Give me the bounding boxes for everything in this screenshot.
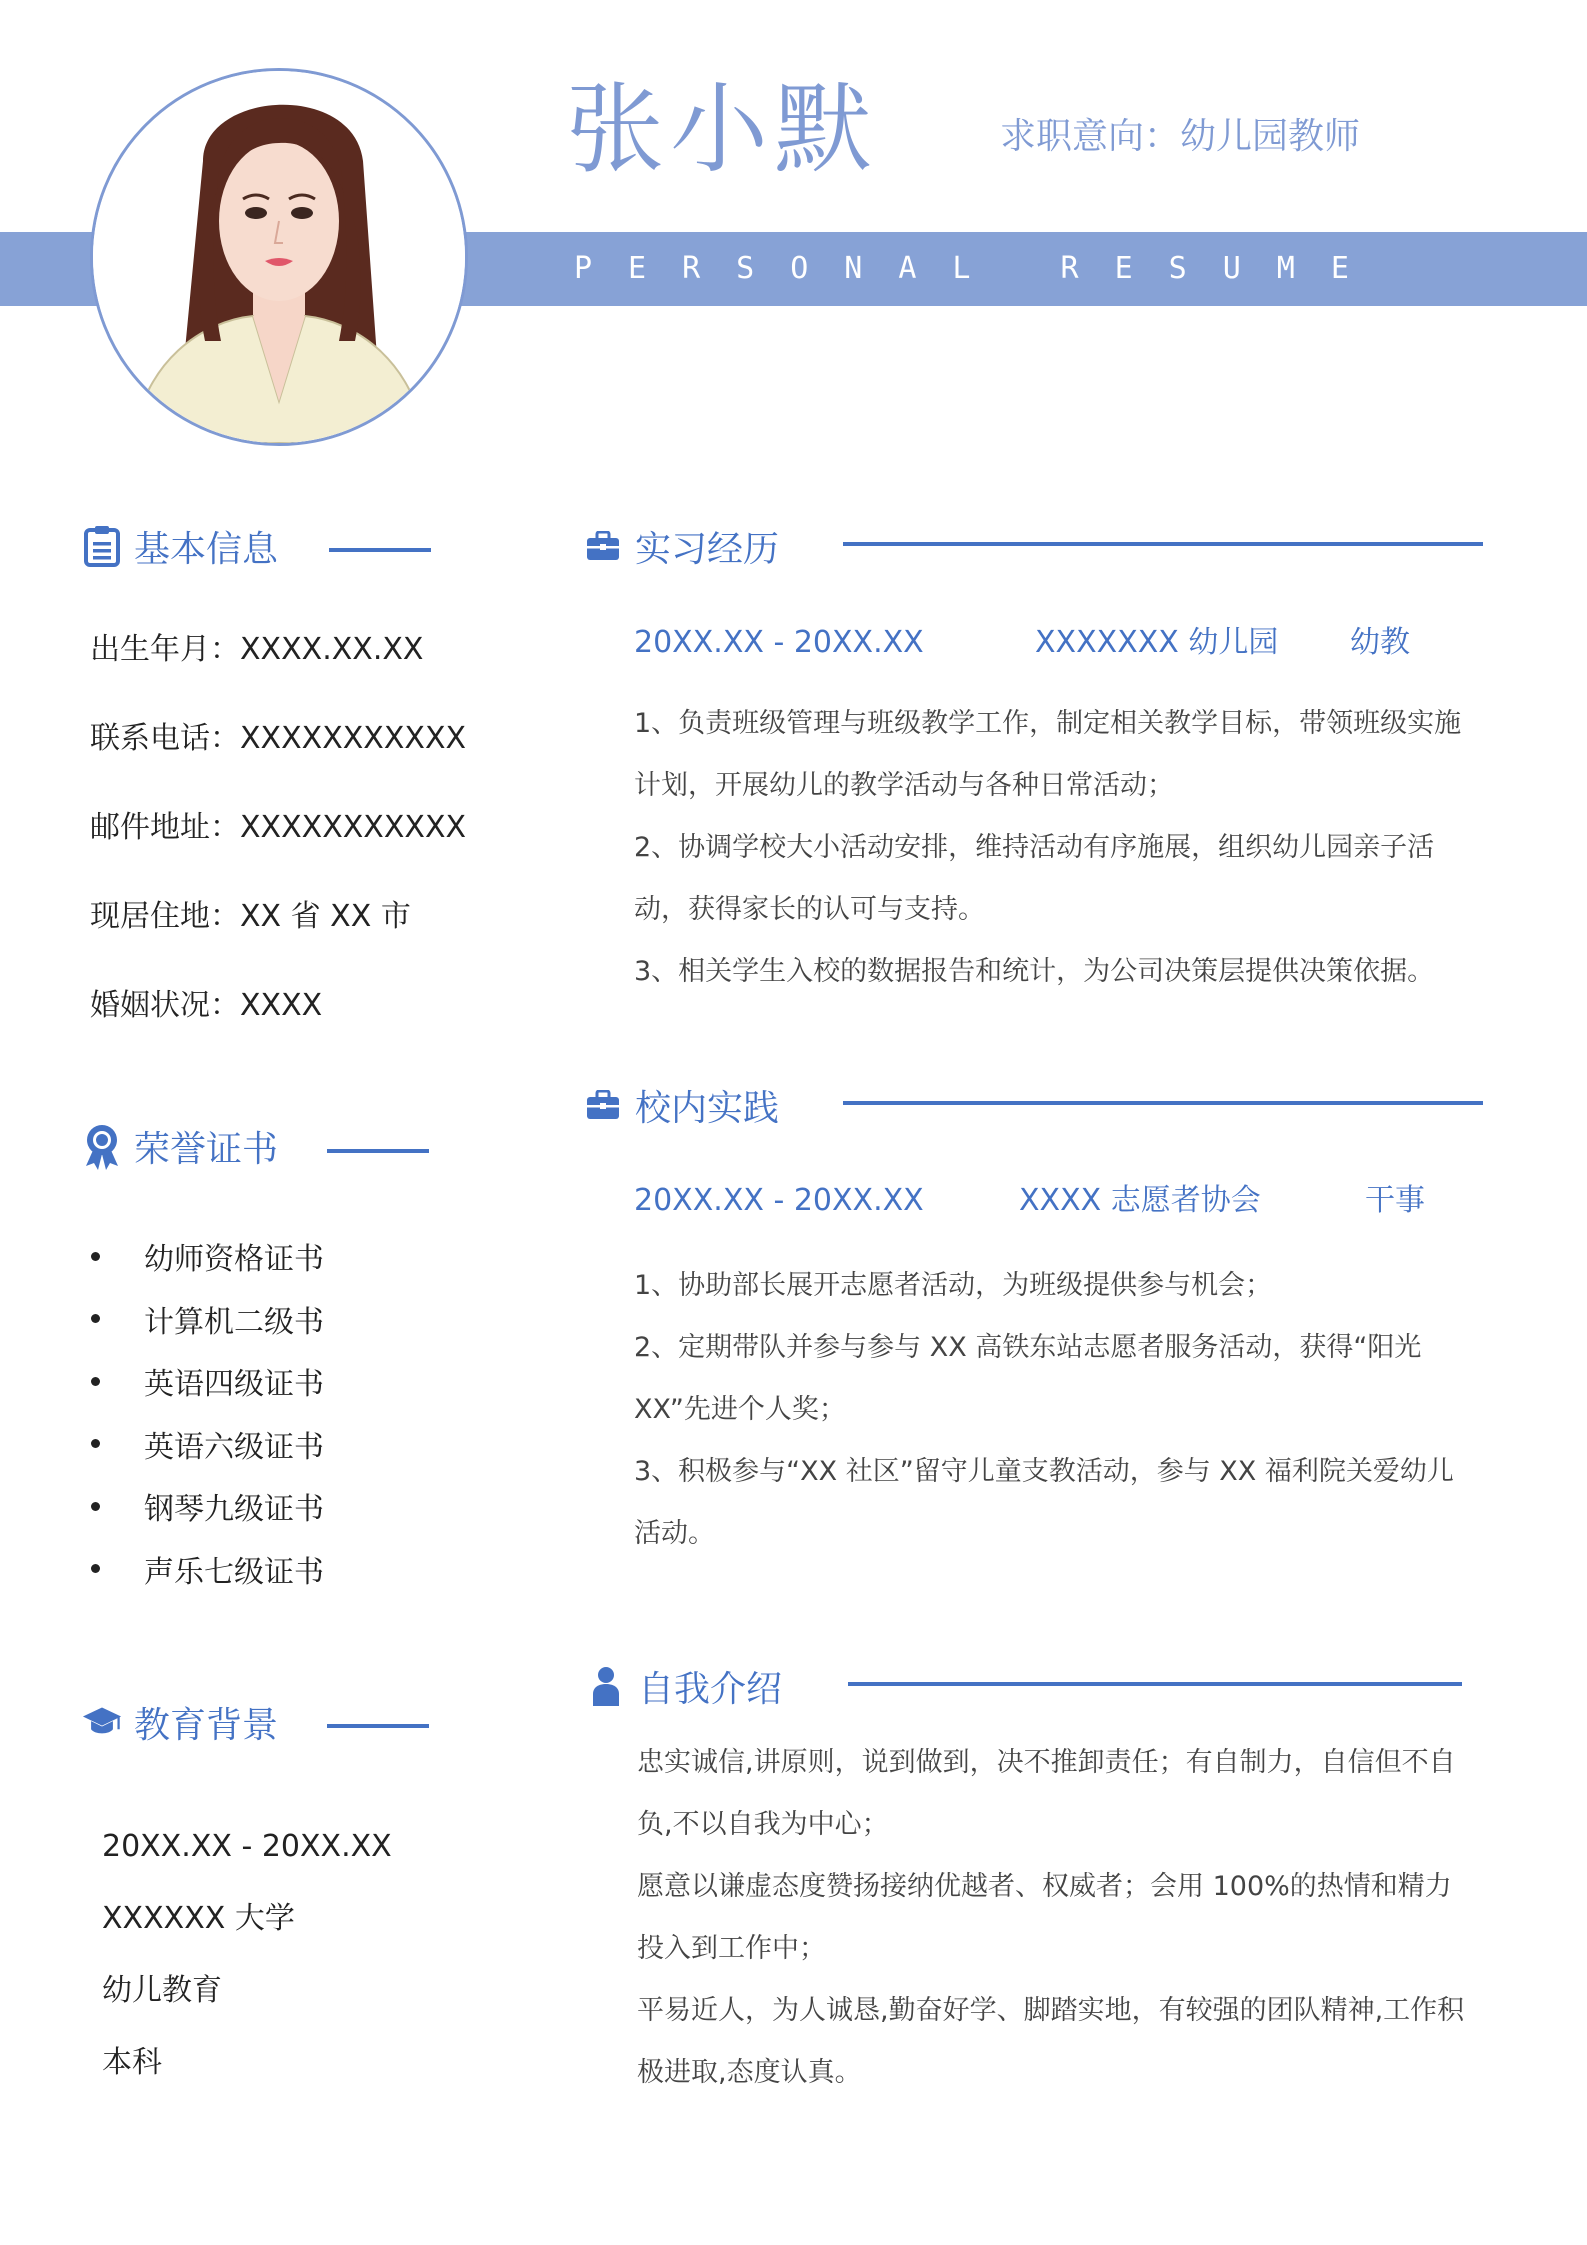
education-major: 幼儿教育 [102,1973,222,2008]
paragraph: 2、协调学校大小活动安排，维持活动有序施展，组织幼儿园亲子活动，获得家长的认可与支持。 [634,832,1435,925]
certificate-label: 声乐七级证书 [144,1554,324,1590]
certificate-label: 幼师资格证书 [144,1242,324,1278]
info-marital: 婚姻状况：XXXX [90,988,323,1023]
graduation-cap-icon [82,1702,122,1742]
list-item [88,1225,324,1288]
education-degree: 本科 [102,2045,162,2080]
section-divider [848,1682,1462,1686]
list-item [88,1350,324,1413]
bullet [91,1252,100,1261]
paragraph: 1、负责班级管理与班级教学工作，制定相关教学目标，带领班级实施计划，开展幼儿的教学活动与各种日常活动； [634,708,1462,801]
campus-description [634,1255,1474,1565]
campus-role: 干事 [1365,1183,1425,1218]
paragraph: 平易近人，为人诚恳,勤奋好学、脚踏实地，有较强的团队精神,工作积极进取,态度认真。 [637,1995,1465,2088]
briefcase-icon [583,1085,623,1125]
section-title: 荣誉证书 [134,1128,279,1170]
section-education-heading [82,1694,278,1750]
list-item [88,1413,324,1476]
clipboard-icon [82,526,122,566]
education-school: XXXXXX 大学 [102,1901,295,1936]
list-item [88,1538,324,1601]
certificate-list [88,1225,324,1600]
paragraph: 忠实诚信,讲原则，说到做到，决不推卸责任；有自制力，自信但不自负,不以自我为中心； [637,1747,1456,1840]
section-title: 基本信息 [134,528,279,570]
info-phone: 联系电话：XXXXXXXXXXX [90,721,467,756]
info-email: 邮件地址：XXXXXXXXXXX [90,810,467,845]
list-item [88,1475,324,1538]
self-intro-description [637,1732,1477,2104]
section-divider [329,548,431,552]
internship-description [634,693,1474,1003]
section-self-intro-heading [586,1658,782,1714]
bullet [91,1439,100,1448]
paragraph: 3、相关学生入校的数据报告和统计，为公司决策层提供决策依据。 [634,956,1435,987]
campus-org: XXXX 志愿者协会 [1019,1183,1261,1218]
paragraph: 愿意以谦虚态度赞扬接纳优越者、权威者；会用 100%的热情和精力投入到工作中； [637,1871,1452,1964]
bullet [91,1314,100,1323]
section-divider [843,1101,1483,1105]
certificate-label: 计算机二级书 [144,1304,324,1340]
section-title: 自我介绍 [638,1668,783,1710]
section-campus-heading [583,1077,779,1133]
list-item [88,1288,324,1351]
briefcase-icon [583,526,623,566]
certificate-label: 英语四级证书 [144,1367,324,1403]
section-title: 教育背景 [134,1704,279,1746]
paragraph: 1、协助部长展开志愿者活动，为班级提供参与机会； [634,1270,1273,1301]
certificate-label: 英语六级证书 [144,1429,324,1465]
campus-dates: 20XX.XX - 20XX.XX [634,1183,924,1218]
award-ribbon-icon [82,1126,122,1166]
candidate-name: 张小默 [566,73,879,187]
info-birth: 出生年月：XXXX.XX.XX [90,632,424,667]
avatar [90,68,468,446]
paragraph: 2、定期带队并参与参与 XX 高铁东站志愿者服务活动，获得“阳光 XX”先进个人奖； [634,1332,1422,1425]
section-internship-heading [583,518,779,574]
avatar-illustration [93,71,465,443]
bullet [91,1377,100,1386]
internship-dates: 20XX.XX - 20XX.XX [634,625,924,660]
section-title: 校内实践 [635,1087,780,1129]
person-icon [586,1666,626,1706]
internship-role: 幼教 [1350,625,1410,660]
section-title: 实习经历 [635,528,780,570]
internship-org: XXXXXXX 幼儿园 [1035,625,1279,660]
paragraph: 3、积极参与“XX 社区”留守儿童支教活动，参与 XX 福利院关爱幼儿活动。 [634,1456,1454,1549]
section-basic-info-heading [82,518,278,574]
section-divider [327,1724,429,1728]
section-divider [327,1149,429,1153]
banner-text: PERSONAL RESUME [574,251,1385,286]
info-residence: 现居住地：XX 省 XX 市 [90,899,411,934]
section-divider [843,542,1483,546]
bullet [91,1502,100,1511]
certificate-label: 钢琴九级证书 [144,1492,324,1528]
bullet [91,1564,100,1573]
section-honors-heading [82,1118,278,1174]
education-dates: 20XX.XX - 20XX.XX [102,1829,392,1864]
job-intent: 求职意向：幼儿园教师 [1000,116,1361,157]
